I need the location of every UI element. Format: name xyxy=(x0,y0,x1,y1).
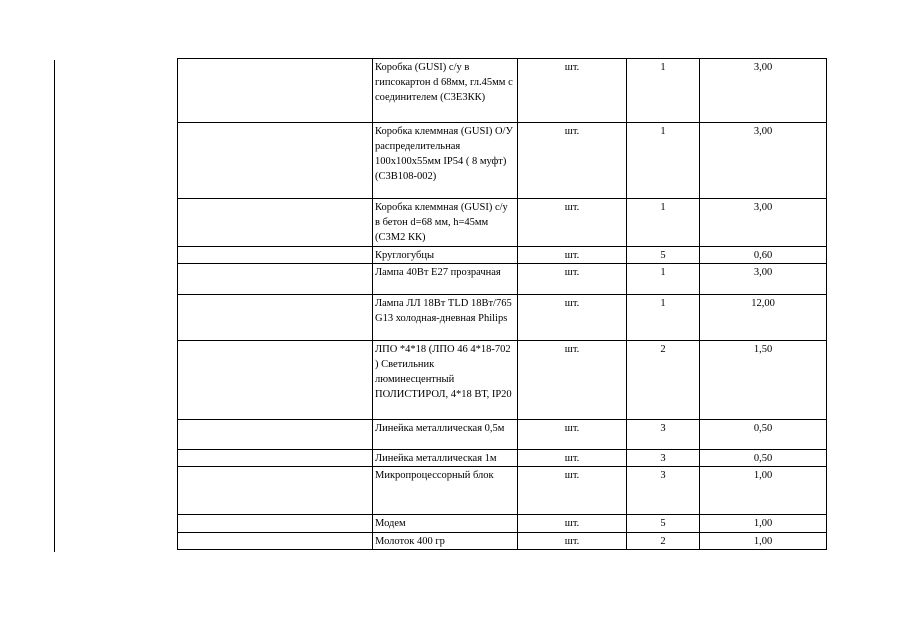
empty-cell xyxy=(178,420,373,450)
item-unit: шт. xyxy=(518,533,627,550)
empty-cell xyxy=(178,264,373,295)
item-price: 0,50 xyxy=(700,420,827,450)
item-name: Линейка металлическая 0,5м xyxy=(373,420,518,450)
item-unit: шт. xyxy=(518,247,627,264)
item-qty: 2 xyxy=(627,341,700,420)
item-qty: 1 xyxy=(627,123,700,199)
item-name: Коробка клеммная (GUSI) с/у в бетон d=68 мм, h=45мм (С3М2 КК) xyxy=(373,199,518,247)
table-row xyxy=(178,515,827,533)
table-row xyxy=(178,199,827,247)
empty-cell xyxy=(178,450,373,467)
item-price: 1,00 xyxy=(700,533,827,550)
item-name: ЛПО *4*18 (ЛПО 46 4*18-702 ) Светильник люминесцентный ПОЛИСТИРОЛ, 4*18 ВТ, IP20 xyxy=(373,341,518,420)
item-qty: 1 xyxy=(627,199,700,247)
table-row xyxy=(178,341,827,420)
empty-cell xyxy=(178,295,373,341)
item-qty: 3 xyxy=(627,450,700,467)
item-unit: шт. xyxy=(518,420,627,450)
item-qty: 2 xyxy=(627,533,700,550)
empty-cell xyxy=(178,199,373,247)
empty-cell xyxy=(178,467,373,515)
empty-cell xyxy=(178,341,373,420)
item-price: 3,00 xyxy=(700,59,827,123)
table-row xyxy=(178,123,827,199)
item-qty: 3 xyxy=(627,467,700,515)
empty-cell xyxy=(178,59,373,123)
empty-cell xyxy=(178,515,373,533)
table-row xyxy=(178,420,827,450)
item-unit: шт. xyxy=(518,515,627,533)
item-name: Микропроцессорный блок xyxy=(373,467,518,515)
item-name: Линейка металлическая 1м xyxy=(373,450,518,467)
item-name: Модем xyxy=(373,515,518,533)
item-price: 0,60 xyxy=(700,247,827,264)
item-price: 12,00 xyxy=(700,295,827,341)
item-name: Лампа 40Вт Е27 прозрачная xyxy=(373,264,518,295)
empty-cell xyxy=(178,533,373,550)
item-price: 0,50 xyxy=(700,450,827,467)
item-qty: 3 xyxy=(627,420,700,450)
item-qty: 1 xyxy=(627,295,700,341)
item-name: Лампа ЛЛ 18Вт TLD 18Вт/765 G13 холодная-дневная Philips xyxy=(373,295,518,341)
item-name: Круглогубцы xyxy=(373,247,518,264)
item-unit: шт. xyxy=(518,467,627,515)
item-qty: 1 xyxy=(627,264,700,295)
empty-cell xyxy=(178,247,373,264)
table-row xyxy=(178,467,827,515)
item-qty: 5 xyxy=(627,515,700,533)
table-row xyxy=(178,295,827,341)
item-unit: шт. xyxy=(518,123,627,199)
item-price: 3,00 xyxy=(700,264,827,295)
empty-cell xyxy=(178,123,373,199)
item-unit: шт. xyxy=(518,199,627,247)
item-unit: шт. xyxy=(518,295,627,341)
item-unit: шт. xyxy=(518,264,627,295)
item-price: 1,50 xyxy=(700,341,827,420)
item-price: 1,00 xyxy=(700,467,827,515)
item-price: 3,00 xyxy=(700,199,827,247)
item-qty: 1 xyxy=(627,59,700,123)
table-row xyxy=(178,533,827,550)
item-price: 3,00 xyxy=(700,123,827,199)
left-margin-line xyxy=(54,60,55,552)
table-row xyxy=(178,59,827,123)
materials-table xyxy=(177,58,827,550)
item-unit: шт. xyxy=(518,341,627,420)
table-row xyxy=(178,247,827,264)
table-row xyxy=(178,450,827,467)
item-name: Молоток 400 гр xyxy=(373,533,518,550)
item-qty: 5 xyxy=(627,247,700,264)
item-name: Коробка клеммная (GUSI) О/У распределительная 100х100х55мм IP54 ( 8 муфт) (С3В108-002) xyxy=(373,123,518,199)
table-row xyxy=(178,264,827,295)
item-name: Коробка (GUSI) с/у в гипсокартон d 68мм, гл.45мм с соединителем (С3Е3КК) xyxy=(373,59,518,123)
item-price: 1,00 xyxy=(700,515,827,533)
item-unit: шт. xyxy=(518,450,627,467)
item-unit: шт. xyxy=(518,59,627,123)
